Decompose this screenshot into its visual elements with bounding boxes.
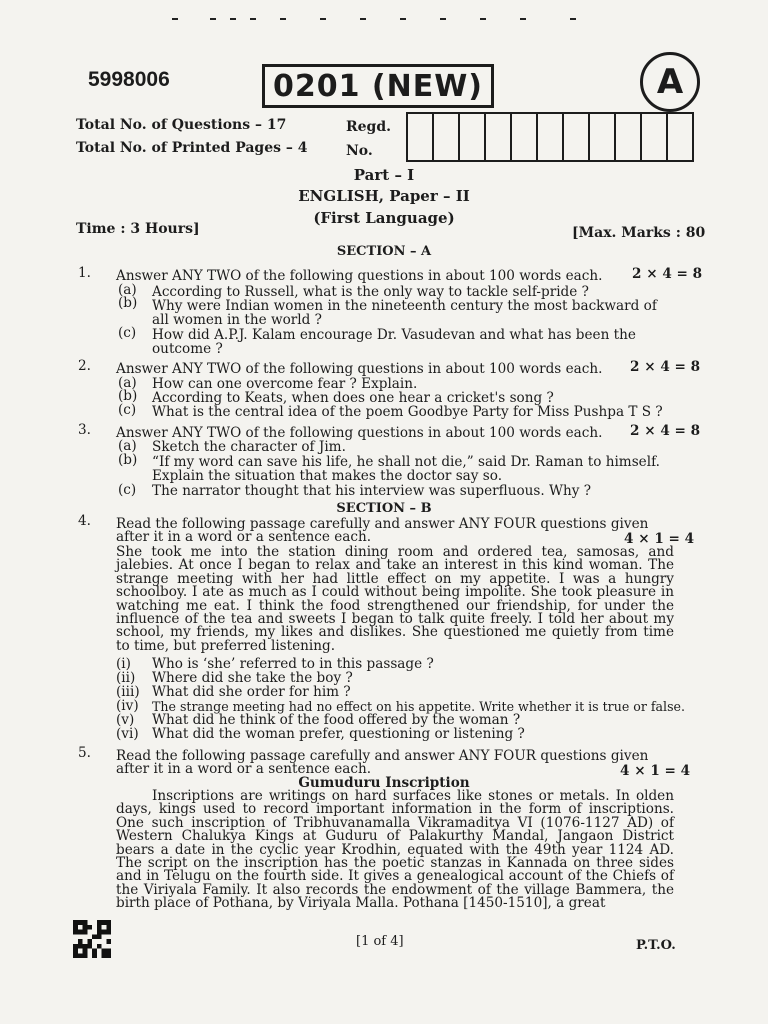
part-text: According to Keats, when does one hear a cricket's song ? [152,390,554,406]
part-text: How can one overcome fear ? Explain. [152,376,418,392]
question-text: Answer ANY TWO of the following questions in about 100 words each. [116,425,603,441]
question-number: 5. [78,745,91,761]
part-label: (c) [118,402,137,418]
part-heading: Part – I [353,166,415,184]
part-text-continued: Explain the situation that makes the doctor say so. [152,468,503,484]
part-label: (v) [116,712,135,728]
question-number: 2. [78,358,91,374]
max-marks-label: [Max. Marks : 80 [572,225,706,241]
question-text: Read the following passage carefully and answer ANY FOUR questions given [116,748,649,764]
question-number: 3. [78,422,91,438]
paper-code: 0201 (NEW) [262,64,494,108]
no-label: No. [346,143,373,159]
regd-label: Regd. [346,119,391,135]
part-label: (a) [118,375,137,391]
top-dots-decoration [170,14,590,24]
series-badge: A [640,52,700,112]
part-label: (b) [118,388,138,404]
language-heading: (First Language) [313,209,455,227]
part-text: What did he think of the food offered by the woman ? [152,712,521,728]
subject-heading: ENGLISH, Paper – II [298,187,470,205]
part-label: (ii) [116,670,136,686]
page-number: [1 of 4] [356,934,404,949]
pto-label: P.T.O. [636,938,676,953]
question-text: Read the following passage carefully and answer ANY FOUR questions given [116,516,649,532]
part-text: What did the woman prefer, questioning or listening ? [152,726,525,742]
part-text: Who is ‘she’ referred to in this passage ? [152,656,434,672]
total-questions: Total No. of Questions – 17 [76,117,287,133]
part-label: (iv) [116,698,139,714]
question-text-continued: after it in a word or a sentence each. [116,529,372,545]
part-text: Sketch the character of Jim. [152,439,346,455]
part-label: (b) [118,295,138,311]
section-b-title: SECTION – B [336,501,432,516]
question-marks: 4 × 1 = 4 [620,763,691,779]
part-text: Where did she take the boy ? [152,670,353,686]
part-text-continued: outcome ? [152,341,223,357]
booklet-code: 5998006 [88,68,170,91]
part-text: Why were Indian women in the nineteenth century the most backward of [152,298,657,314]
part-text: What is the central idea of the poem Goodbye Party for Miss Pushpa T S ? [152,404,663,420]
question-marks: 2 × 4 = 8 [630,423,701,439]
part-text-continued: all women in the world ? [152,312,322,328]
question-marks: 2 × 4 = 8 [632,266,703,282]
question-number: 4. [78,513,91,529]
passage-title: Gumuduru Inscription [298,775,470,791]
section-a-title: SECTION – A [336,244,432,259]
part-label: (c) [118,325,137,341]
passage-text: She took me into the station dining room and ordered tea, samosas, and jalebies. At once I began to relax and take an interest in this kind woman. The strange meeting with her had little effect on my appetite. I was a hungry schoolboy. I ate as much as I could without being impolite. She took pleasure in watching me eat. I think the food strengthened our friendship, for under the influence of the tea and sweets I began to talk quite freely. I told her about my school, my friends, my likes and dislikes. She questioned me quietly from time to time, but preferred listening. [116,544,674,654]
time-label: Time : 3 Hours] [76,221,200,237]
qr-code-icon [72,920,112,958]
question-text: Answer ANY TWO of the following questions in about 100 words each. [116,361,603,377]
part-label: (vi) [116,726,139,742]
part-text: The strange meeting had no effect on his appetite. Write whether it is true or false. [152,699,685,714]
part-label: (a) [118,282,137,298]
question-text-continued: after it in a word or a sentence each. [116,761,372,777]
question-marks: 2 × 4 = 8 [630,359,701,375]
part-text: The narrator thought that his interview was superfluous. Why ? [152,483,592,499]
part-text: How did A.P.J. Kalam encourage Dr. Vasudevan and what has been the [152,327,636,343]
part-label: (iii) [116,684,140,700]
question-text: Answer ANY TWO of the following questions in about 100 words each. [116,268,603,284]
passage-text: Inscriptions are writings on hard surfaces like stones or metals. In olden days, kings used to record important information in the form of inscriptions. One such inscription of Tribhuvanamalla Vikramaditya VI (1076-1127 AD) of Western Chalukya Kings at Guduru of Palakurthy Mandal, Jangaon District bears a date in the cyclic year Krodhin, equated with the 49th year 1124 AD. The script on the inscription has the poetic stanzas in Kannada on three sides and in Telugu on the fourth side. It gives a genealogical account of the Chiefs of the Viriyala Family. It also records the endowment of the village Bammera, the birth place of Pothana, by Viriyala Malla. Pothana [1450-1510], a great [116,788,674,912]
question-number: 1. [78,265,91,281]
part-label: (i) [116,656,131,672]
part-text: What did she order for him ? [152,684,351,700]
part-label: (a) [118,438,137,454]
registration-number-boxes [406,112,694,162]
part-text: “If my word can save his life, he shall not die,” said Dr. Raman to himself. [152,454,660,470]
question-marks: 4 × 1 = 4 [624,531,695,547]
part-label: (b) [118,452,138,468]
total-pages: Total No. of Printed Pages – 4 [76,140,308,156]
part-text: According to Russell, what is the only way to tackle self-pride ? [152,284,589,300]
part-label: (c) [118,482,137,498]
